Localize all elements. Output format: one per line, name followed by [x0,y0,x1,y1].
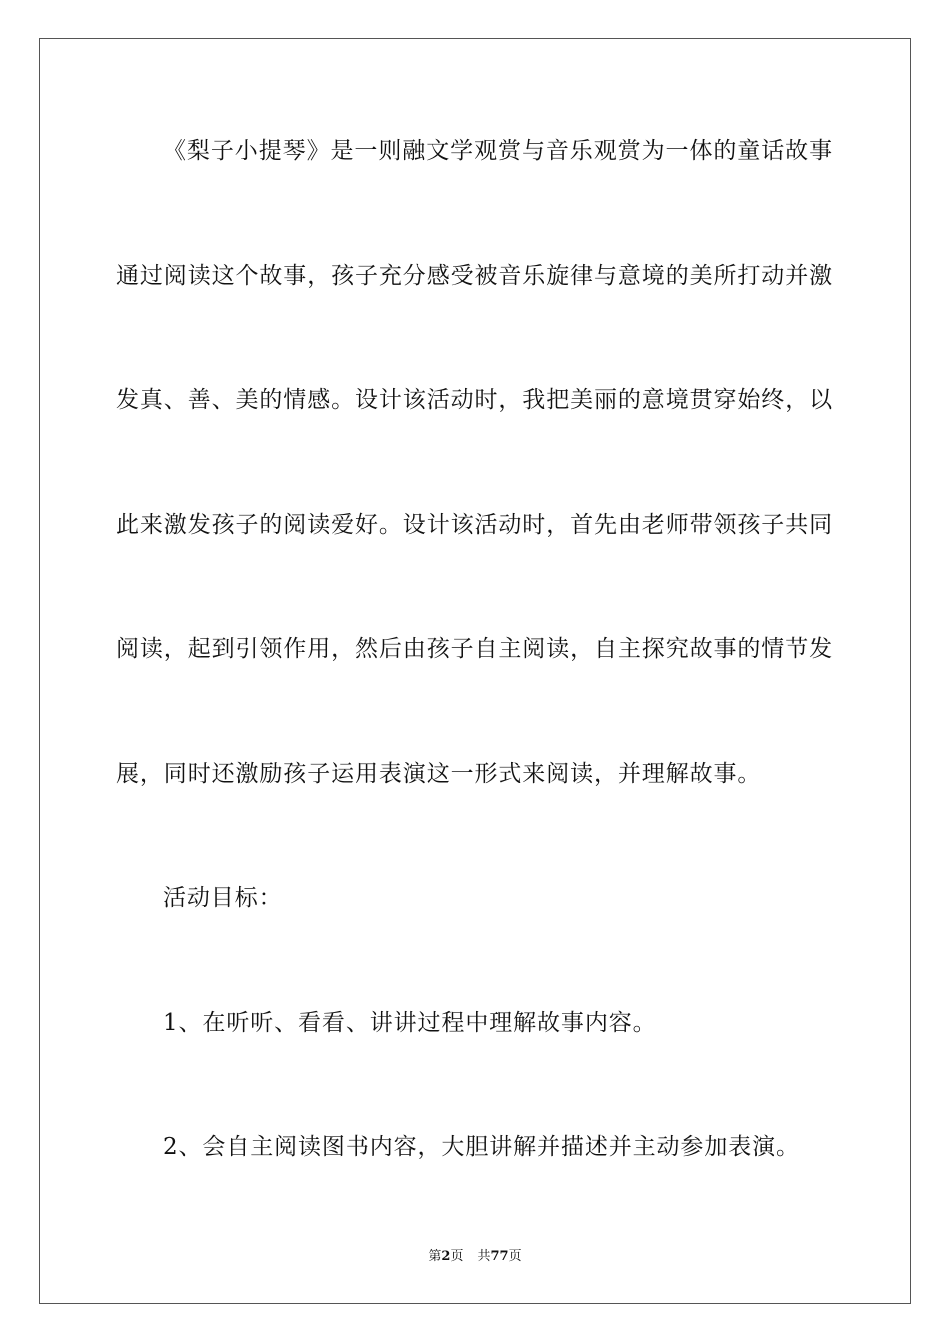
paragraph-line-3: 发真、善、美的情感。设计该活动时，我把美丽的意境贯穿始终，以 [116,387,833,413]
footer-page-prefix: 第 [428,1249,442,1264]
paragraph-line-1: 《梨子小提琴》是一则融文学观赏与音乐观赏为一体的童话故事 [163,138,833,164]
goal-item-2: 2、会自主阅读图书内容，大胆讲解并描述并主动参加表演。 [163,1134,800,1160]
paragraph-line-4: 此来激发孩子的阅读爱好。设计该活动时，首先由老师带领孩子共同 [116,512,833,538]
footer-total-prefix: 共 [477,1249,491,1264]
footer-page-suffix: 页 [450,1249,464,1264]
page-border [39,38,911,1304]
paragraph-line-5: 阅读，起到引领作用，然后由孩子自主阅读，自主探究故事的情节发 [116,636,833,662]
goal-item-1: 1、在听听、看看、讲讲过程中理解故事内容。 [163,1010,657,1036]
page-footer [0,1249,950,1265]
footer-page-number: 2 [441,1249,451,1264]
paragraph-line-2: 通过阅读这个故事，孩子充分感受被音乐旋律与意境的美所打动并激 [116,263,833,289]
footer-total-suffix: 页 [508,1249,522,1264]
paragraph-line-6: 展，同时还激励孩子运用表演这一形式来阅读，并理解故事。 [116,761,762,787]
footer-total-pages: 77 [490,1249,509,1264]
section-heading: 活动目标： [163,885,283,911]
